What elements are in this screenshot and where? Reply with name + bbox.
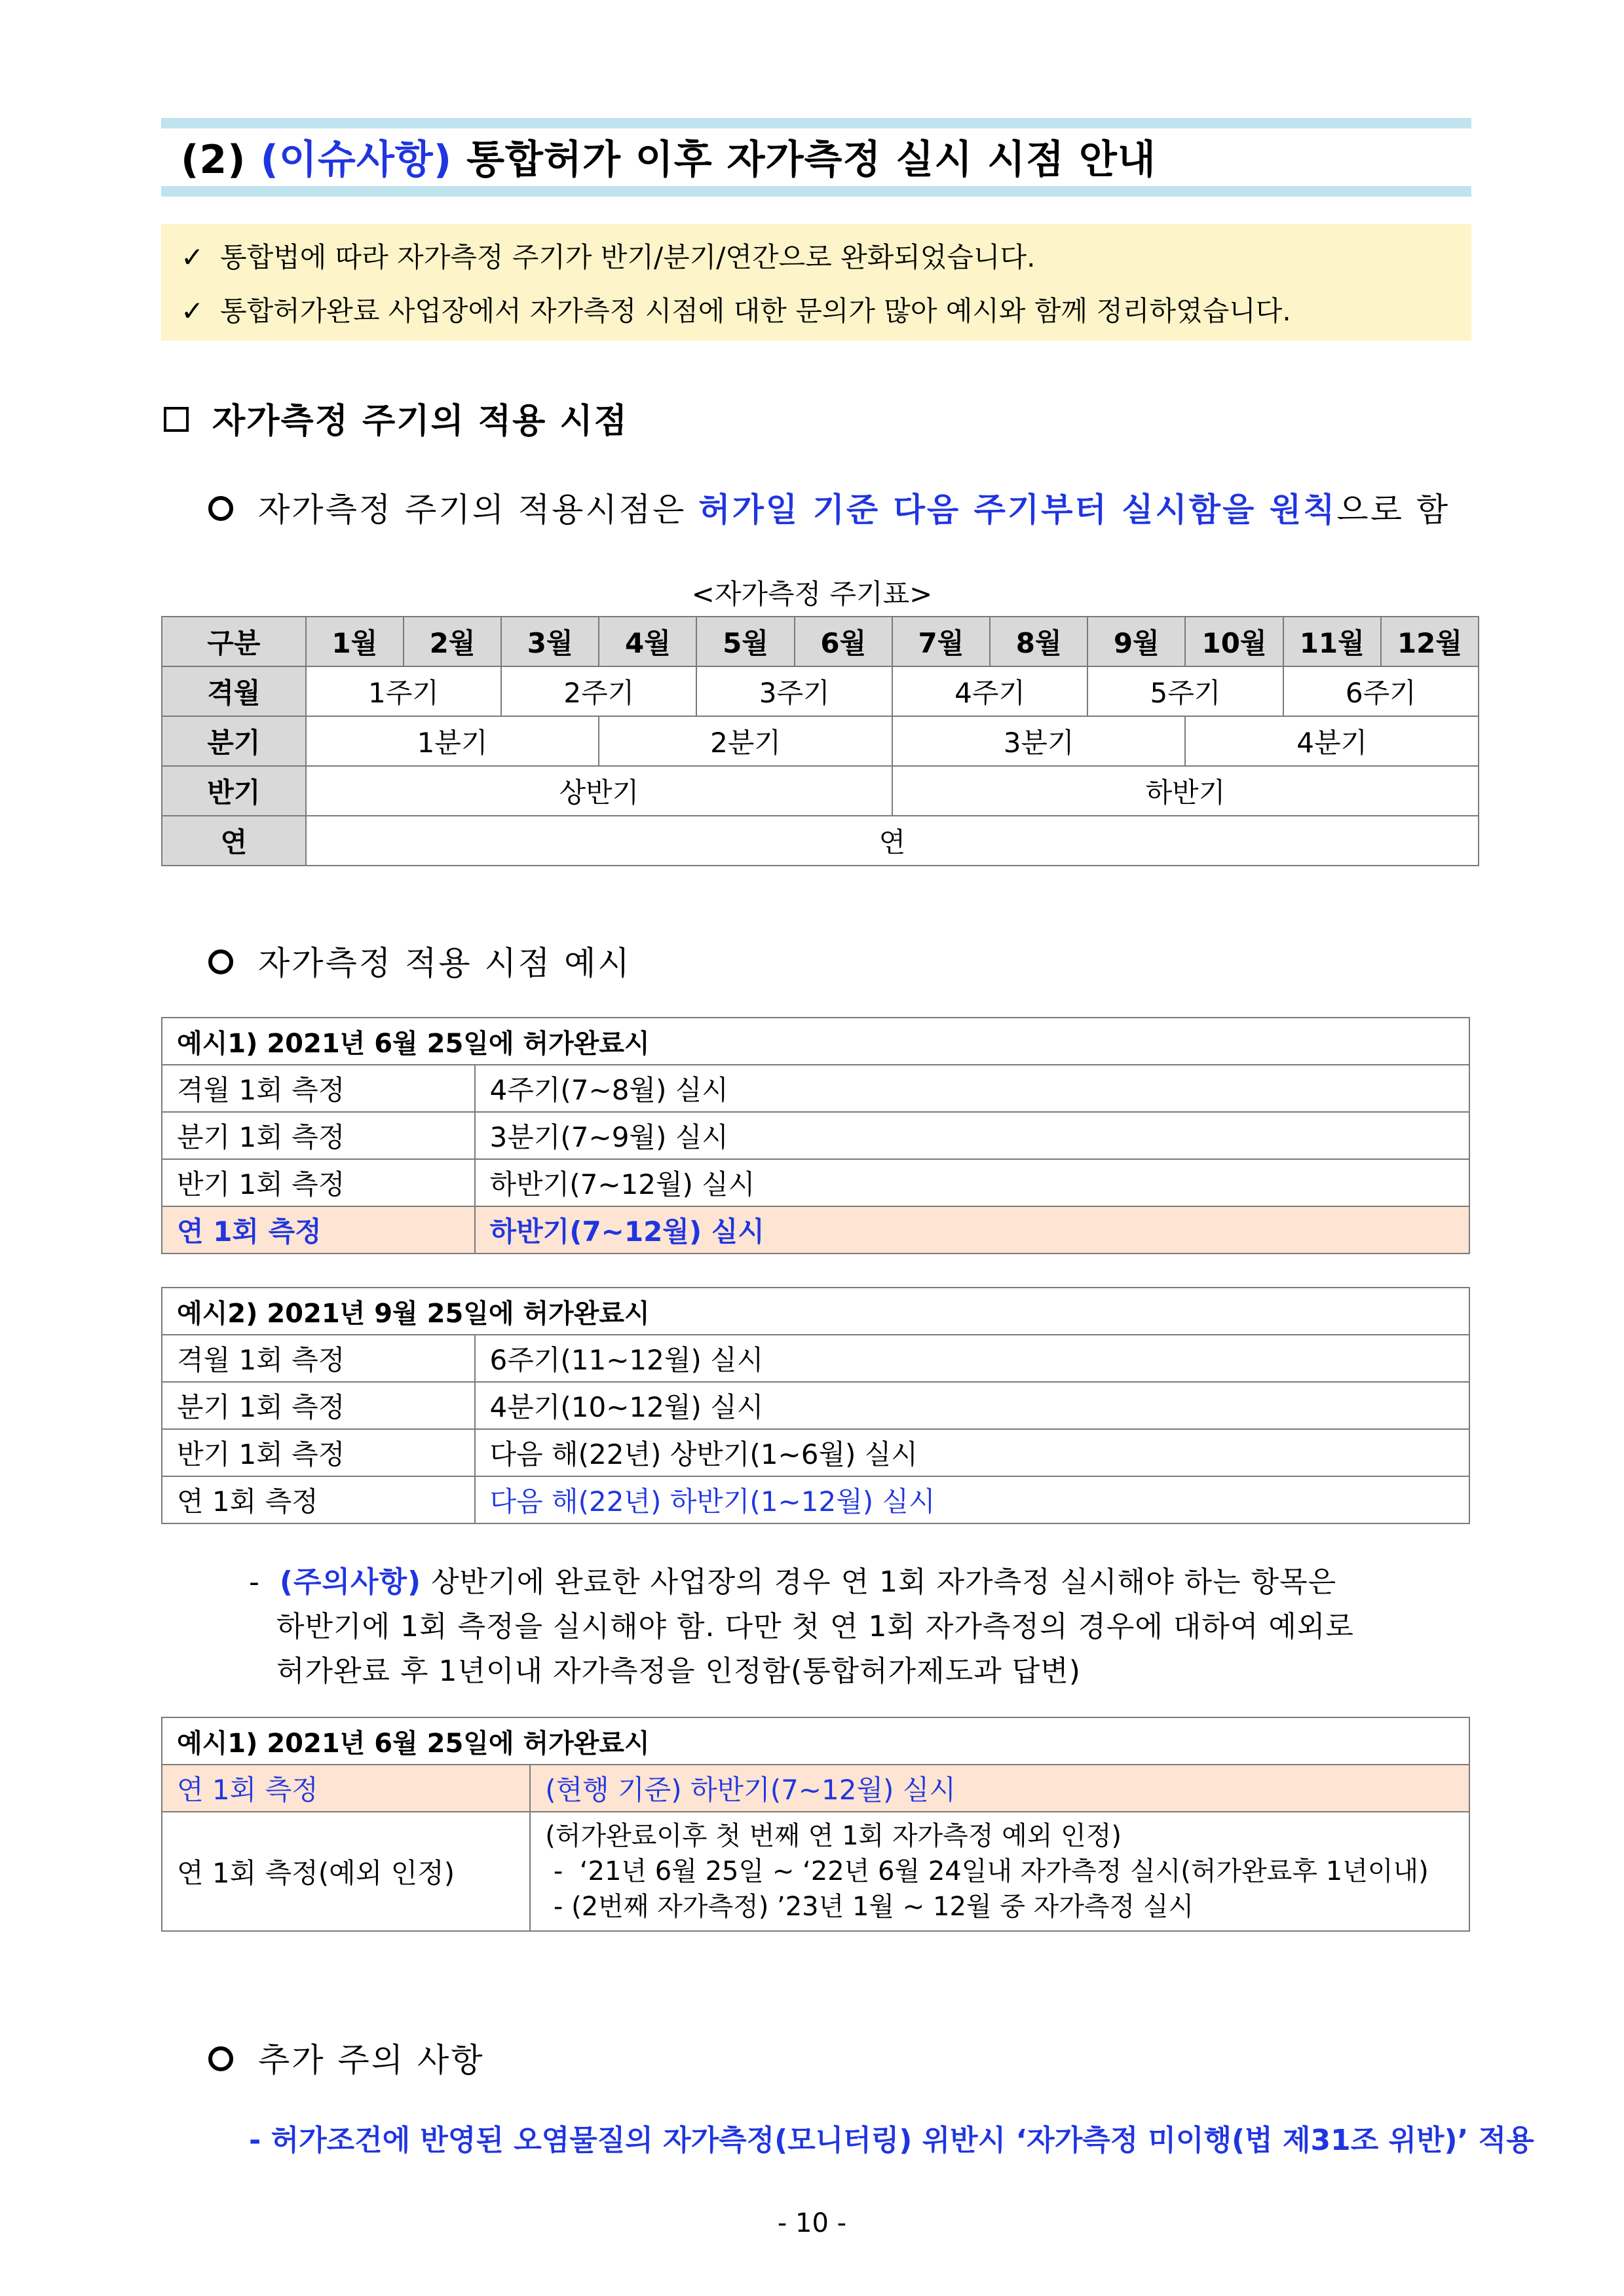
cycle-header-row (162, 617, 1479, 666)
cycle-cell: 2분기 (599, 716, 892, 766)
table-row (162, 1112, 1469, 1159)
caution-tag: (주의사항) (279, 1565, 422, 1599)
table-row (162, 1065, 1469, 1112)
row-label: 반기 (162, 766, 306, 816)
row-value-multiline (530, 1812, 1469, 1931)
example2-title-row (162, 1288, 1469, 1335)
row-value: 하반기(7~12월) 실시 (475, 1159, 1469, 1206)
cycle-cell: 4주기 (892, 666, 1087, 716)
section-number: (2) (181, 137, 246, 183)
heading-text: 자가측정 주기의 적용 시점 (212, 402, 628, 441)
check-icon: ✓ (181, 241, 204, 273)
example1-title-row (162, 1018, 1469, 1065)
cycle-table (161, 616, 1479, 866)
exception-line-1: (허가완료이후 첫 번째 연 1회 자가측정 예외 인정) (545, 1821, 1122, 1851)
notice-box (161, 224, 1471, 341)
header-cell: 3월 (501, 617, 599, 666)
cycle-cell: 3주기 (696, 666, 892, 716)
header-cell: 6월 (795, 617, 892, 666)
bullet-principle (208, 484, 1450, 531)
circle-bullet-icon (208, 949, 233, 974)
cycle-cell: 3분기 (892, 716, 1186, 766)
row-label: 격월 1회 측정 (162, 1065, 475, 1112)
caution-line-2: 하반기에 1회 측정을 실시해야 함. 다만 첫 연 1회 자가측정의 경우에 대하여 예외로 (276, 1610, 1354, 1643)
example3-title-row (162, 1717, 1469, 1765)
cycle-cell: 1주기 (306, 666, 501, 716)
row-value: (현행 기준) 하반기(7~12월) 실시 (530, 1765, 1469, 1812)
bullet-additional (208, 2034, 485, 2081)
table-row (162, 1429, 1469, 1476)
bimonthly-row (162, 666, 1479, 716)
bullet-principle-post: 으로 함 (1336, 491, 1450, 529)
cycle-cell: 연 (306, 816, 1479, 866)
final-note: - 허가조건에 반영된 오염물질의 자가측정(모니터링) 위반시 ‘자가측정 미이행(법 제31조 위반)’ 적용 (249, 2124, 1534, 2157)
cycle-cell: 상반기 (306, 766, 892, 816)
bullet-principle-emphasis: 허가일 기준 다음 주기부터 실시함을 원칙 (698, 491, 1337, 529)
notice-line-2 (181, 290, 1291, 329)
cycle-cell: 1분기 (306, 716, 599, 766)
circle-bullet-icon (208, 2046, 233, 2071)
cycle-cell: 하반기 (892, 766, 1479, 816)
example2-title: 예시2) 2021년 9월 25일에 허가완료시 (162, 1288, 1469, 1335)
cycle-cell: 2주기 (501, 666, 696, 716)
bullet-principle-pre: 자가측정 주기의 적용시점은 (258, 491, 699, 529)
row-label: 분기 (162, 716, 306, 766)
table-row (162, 1382, 1469, 1429)
header-cell: 2월 (404, 617, 501, 666)
cycle-cell: 6주기 (1283, 666, 1479, 716)
section-title (181, 128, 1156, 185)
row-value: 다음 해(22년) 하반기(1~12월) 실시 (475, 1476, 1469, 1523)
annual-row (162, 816, 1479, 866)
bullet-examples (208, 937, 632, 984)
row-label: 분기 1회 측정 (162, 1382, 475, 1429)
header-cell: 4월 (599, 617, 696, 666)
exception-line-3: - (2번째 자가측정) ’23년 1월 ~ 12월 중 자가측정 실시 (545, 1892, 1194, 1922)
row-label: 연 1회 측정 (162, 1765, 530, 1812)
row-label: 격월 1회 측정 (162, 1335, 475, 1382)
caution-line-1 (249, 1558, 1336, 1600)
row-value: 4주기(7~8월) 실시 (475, 1065, 1469, 1112)
header-cell: 11월 (1283, 617, 1381, 666)
exception-line-2: - ‘21년 6월 25일 ~ ‘22년 6월 24일내 자가측정 실시(허가완료후 1년이내) (545, 1856, 1429, 1886)
bullet-additional-text: 추가 주의 사항 (258, 2041, 485, 2079)
section-title-text: 통합허가 이후 자가측정 실시 시점 안내 (466, 137, 1156, 183)
header-cell: 9월 (1087, 617, 1185, 666)
cycle-cell: 5주기 (1087, 666, 1283, 716)
header-cell: 구분 (162, 617, 306, 666)
notice-line-1 (181, 236, 1035, 275)
caution-text-1: 상반기에 완료한 사업장의 경우 연 1회 자가측정 실시해야 하는 항목은 (421, 1565, 1337, 1599)
row-value: 다음 해(22년) 상반기(1~6월) 실시 (475, 1429, 1469, 1476)
example3-title: 예시1) 2021년 6월 25일에 허가완료시 (162, 1717, 1469, 1765)
header-cell: 5월 (696, 617, 794, 666)
row-label: 연 1회 측정(예외 인정) (162, 1812, 530, 1931)
page-number: - 10 - (777, 2208, 847, 2238)
notice-text-1: 통합법에 따라 자가측정 주기가 반기/분기/연간으로 완화되었습니다. (220, 241, 1036, 273)
check-icon: ✓ (181, 295, 204, 327)
row-label: 분기 1회 측정 (162, 1112, 475, 1159)
caution-line-3: 허가완료 후 1년이내 자가측정을 인정함(통합허가제도과 답변) (276, 1655, 1081, 1688)
table-row (162, 1335, 1469, 1382)
header-cell: 1월 (306, 617, 404, 666)
circle-bullet-icon (208, 496, 233, 521)
example1-title: 예시1) 2021년 6월 25일에 허가완료시 (162, 1018, 1469, 1065)
heading-cycle-application (164, 393, 628, 442)
table-row-highlighted (162, 1765, 1469, 1812)
half-row (162, 766, 1479, 816)
row-label: 연 1회 측정 (162, 1476, 475, 1523)
cycle-table-caption: <자가측정 주기표> (691, 578, 933, 610)
header-cell: 12월 (1381, 617, 1479, 666)
table-row (162, 1476, 1469, 1523)
row-value: 4분기(10~12월) 실시 (475, 1382, 1469, 1429)
row-value: 하반기(7~12월) 실시 (475, 1206, 1469, 1253)
example3-table (161, 1717, 1470, 1932)
table-row-highlighted (162, 1206, 1469, 1253)
row-label: 연 (162, 816, 306, 866)
row-label: 반기 1회 측정 (162, 1159, 475, 1206)
cycle-cell: 4분기 (1185, 716, 1479, 766)
title-top-bar (161, 118, 1471, 128)
row-value: 6주기(11~12월) 실시 (475, 1335, 1469, 1382)
header-cell: 10월 (1185, 617, 1283, 666)
header-cell: 8월 (990, 617, 1087, 666)
table-row (162, 1159, 1469, 1206)
example1-table (161, 1017, 1470, 1254)
checkbox-square-icon (164, 407, 189, 432)
header-cell: 7월 (892, 617, 990, 666)
caution-dash: - (249, 1565, 260, 1599)
table-row (162, 1812, 1469, 1931)
example2-table (161, 1287, 1470, 1524)
title-bottom-bar (161, 186, 1471, 197)
bullet-examples-text: 자가측정 적용 시점 예시 (258, 944, 632, 982)
quarterly-row (162, 716, 1479, 766)
row-label: 연 1회 측정 (162, 1206, 475, 1253)
row-label: 격월 (162, 666, 306, 716)
notice-text-2: 통합허가완료 사업장에서 자가측정 시점에 대한 문의가 많아 예시와 함께 정리하였습니다. (220, 295, 1291, 327)
row-label: 반기 1회 측정 (162, 1429, 475, 1476)
row-value: 3분기(7~9월) 실시 (475, 1112, 1469, 1159)
section-tag: (이슈사항) (260, 137, 453, 183)
